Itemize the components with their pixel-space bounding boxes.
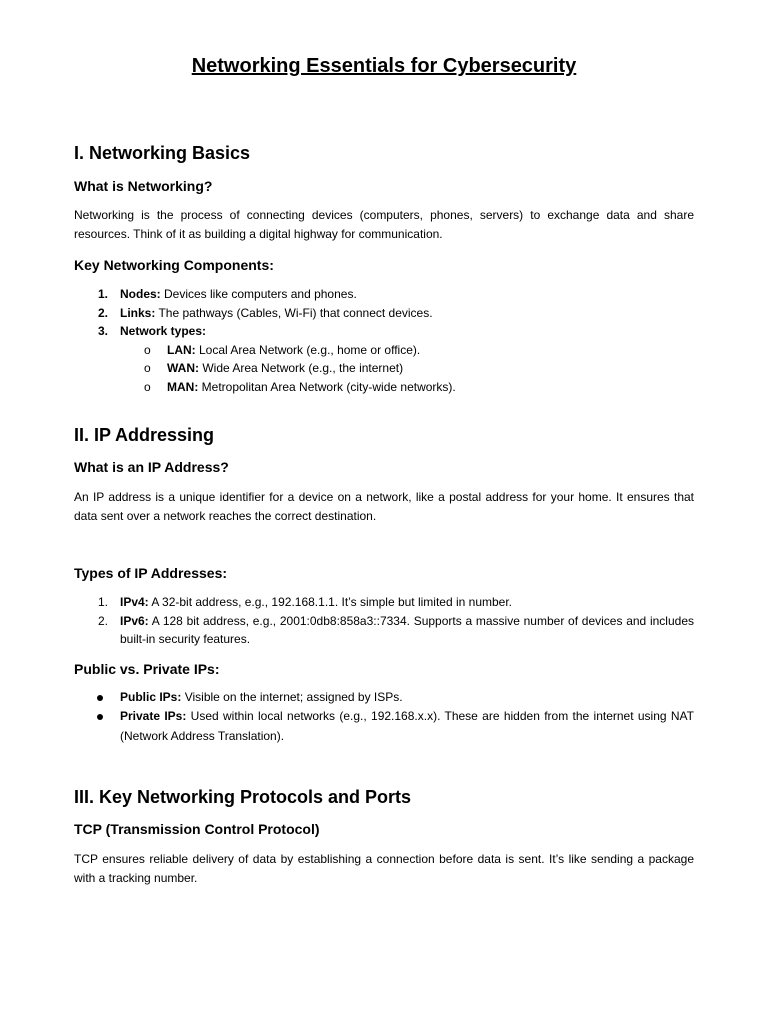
- ip-types-list: [74, 593, 694, 649]
- list-item-text: A 128 bit address, e.g., 2001:0db8:858a3::7334. Supports a massive number of devices and includes built-in security features.: [120, 613, 694, 646]
- document-title: Networking Essentials for Cybersecurity: [191, 55, 577, 77]
- bullet-item-text: Visible on the internet; assigned by ISPs.: [181, 689, 403, 704]
- paragraph-networking-definition: Networking is the process of connecting devices (computers, phones, servers) to exchange data and share resources. Think of it as building a digital highway for communication.: [74, 208, 694, 241]
- list-item-text: A 32-bit address, e.g., 192.168.1.1. It’s simple but limited in number.: [148, 595, 513, 609]
- bullet-item-text: Used within local networks (e.g., 192.168.x.x). These are hidden from the internet using NAT (Network Address Translation).: [120, 709, 694, 743]
- list-item-term: IPv4:: [120, 595, 149, 609]
- list-item-term: Network types:: [120, 324, 207, 338]
- subheading-types-of-ip: Types of IP Addresses:: [74, 565, 228, 581]
- subheading-key-components: Key Networking Components:: [74, 257, 274, 273]
- section-heading-networking-basics: I. Networking Basics: [74, 143, 251, 163]
- list-number: 2.: [98, 613, 109, 628]
- components-list: [74, 285, 694, 341]
- document-body: [74, 50, 694, 887]
- sub-list-item-text: Local Area Network (e.g., home or office).: [195, 342, 421, 357]
- circle-bullet-icon: o: [144, 342, 151, 357]
- bullet-item-term: Public IPs:: [120, 689, 182, 704]
- sub-list-item: [74, 359, 694, 378]
- paragraph-ip-definition: An IP address is a unique identifier for a device on a network, like a postal address for your home. It ensures that data sent over a network reaches the correct destination.: [74, 490, 694, 523]
- circle-bullet-icon: o: [144, 379, 151, 394]
- bullet-dot-icon: [97, 714, 103, 720]
- list-item: [74, 285, 694, 304]
- sub-list-item-text: Metropolitan Area Network (city-wide networks).: [198, 379, 456, 394]
- bullet-list-item: [74, 707, 694, 746]
- list-item: [74, 612, 694, 649]
- sub-list-item-term: WAN:: [167, 361, 199, 375]
- list-item-text: The pathways (Cables, Wi-Fi) that connect devices.: [155, 305, 433, 320]
- subheading-what-is-ip-address: What is an IP Address?: [74, 459, 229, 475]
- list-item-term: Links:: [120, 305, 156, 320]
- ip-scope-list: [74, 688, 694, 747]
- list-item-term: Nodes:: [120, 287, 161, 301]
- list-item: [74, 322, 694, 341]
- list-number: 2.: [98, 305, 109, 320]
- list-number: 1.: [98, 287, 109, 301]
- bullet-list-item: [74, 688, 694, 708]
- subheading-tcp: TCP (Transmission Control Protocol): [74, 821, 320, 837]
- list-number: 3.: [98, 324, 109, 338]
- list-item: [74, 304, 694, 323]
- sub-list-item-term: LAN:: [167, 342, 196, 357]
- list-number: 1.: [98, 595, 109, 609]
- list-item: [74, 593, 694, 612]
- list-item-term: IPv6:: [120, 613, 149, 628]
- sub-list-item-text: Wide Area Network (e.g., the internet): [199, 361, 404, 375]
- sub-list-item: [74, 378, 694, 397]
- circle-bullet-icon: o: [144, 361, 151, 375]
- section-heading-protocols-and-ports: III. Key Networking Protocols and Ports: [74, 787, 412, 807]
- bullet-item-term: Private IPs:: [120, 709, 187, 723]
- sub-list-item: [74, 341, 694, 360]
- subheading-what-is-networking: What is Networking?: [74, 178, 213, 194]
- section-heading-ip-addressing: II. IP Addressing: [74, 425, 215, 445]
- bullet-dot-icon: [97, 695, 103, 701]
- list-item-text: Devices like computers and phones.: [160, 287, 357, 301]
- paragraph-tcp-definition: TCP ensures reliable delivery of data by establishing a connection before data is sent. It’s like sending a package with a tracking number.: [74, 852, 694, 885]
- sub-list-item-term: MAN:: [167, 379, 199, 394]
- subheading-public-vs-private: Public vs. Private IPs:: [74, 660, 220, 677]
- network-types-list: [74, 341, 694, 397]
